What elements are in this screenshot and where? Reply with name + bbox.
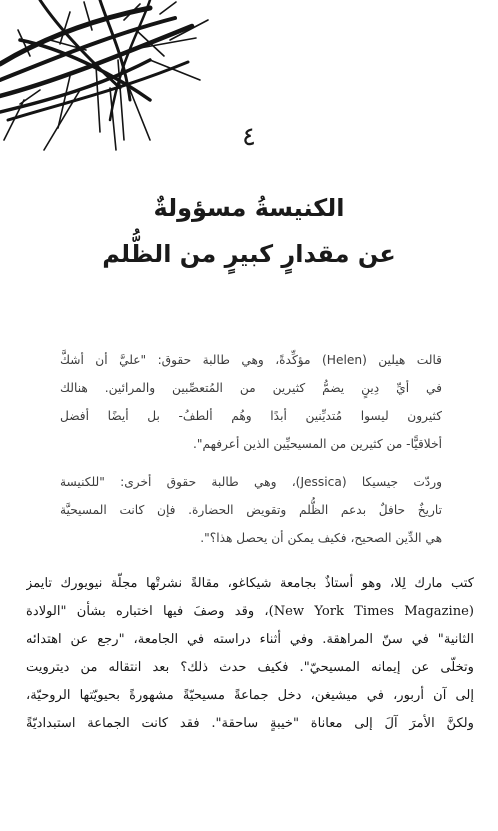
quote-jessica <box>60 468 442 552</box>
text-line: كتب مارك لِلا، وهو أستاذٌ بجامعة شيكاغو، مقالةً نشرتْها مجلّة نيويورك تايمز <box>26 576 474 591</box>
body-paragraph <box>26 570 474 738</box>
text-line: إلى آن أربور، في ميشيغن، دخل جماعةً مسيحيّةً مشهورةً بحيويّتها الروحيّة، <box>26 688 474 703</box>
text-line: (New York Times Magazine)، وقد وصفَ فيها اختباره بشأن "الولادة <box>26 604 474 619</box>
text-line: كثيرون ليسوا مُتديِّنين أبدًا وهُم ألطفُ- بل أيضًا أفضل <box>60 409 442 423</box>
text-line: وردّت جيسيكا (Jessica)، وهي طالبة حقوق أخرى: "للكنيسة <box>60 475 442 489</box>
text-line: قالت هيلين (Helen) مؤكِّدةً، وهي طالبة حقوق: "عليَّ أن أشكَّ <box>60 353 442 367</box>
chapter-title-line-1: الكنيسةُ مسؤولةٌ <box>153 194 345 222</box>
chapter-number: ٤ <box>242 122 256 152</box>
text-line: هي الدِّين الصحيح، فكيف يمكن أن يحصل هذا؟". <box>200 531 442 545</box>
text-line: الثانية" في سنّ المراهقة. وفي أثناء دراسته في الجامعة، "رجع عن اهتدائه <box>26 632 474 647</box>
quote-helen <box>60 346 442 458</box>
text-line: وتخلّى عن إيمانه المسيحيّ". فكيف حدث ذلك؟ بعد انتقاله من ديترويت <box>26 660 474 675</box>
chapter-title-line-2: عن مقدارٍ كبيرٍ من الظُّلم <box>102 240 396 268</box>
text-line: تاريخٌ حافلٌ بدعم الظُّلم وتقويض الحضارة. فإن كانت المسيحيَّة <box>60 503 442 517</box>
text-line: ولكنَّ الأمرَ آلَ إلى معاناة "خيبةٍ ساحقة". فقد كانت الجماعة استبداديّةً <box>26 716 474 731</box>
text-line: في أيِّ دِينٍ يضمُّ كثيرين من المُتعصِّبين والمرائين. هنالك <box>60 381 442 395</box>
text-line: أخلاقيًّا- من كثيرين من المسيحيِّين الذين أعرفهم". <box>193 437 442 451</box>
crown-of-thorns-illustration <box>0 0 210 200</box>
